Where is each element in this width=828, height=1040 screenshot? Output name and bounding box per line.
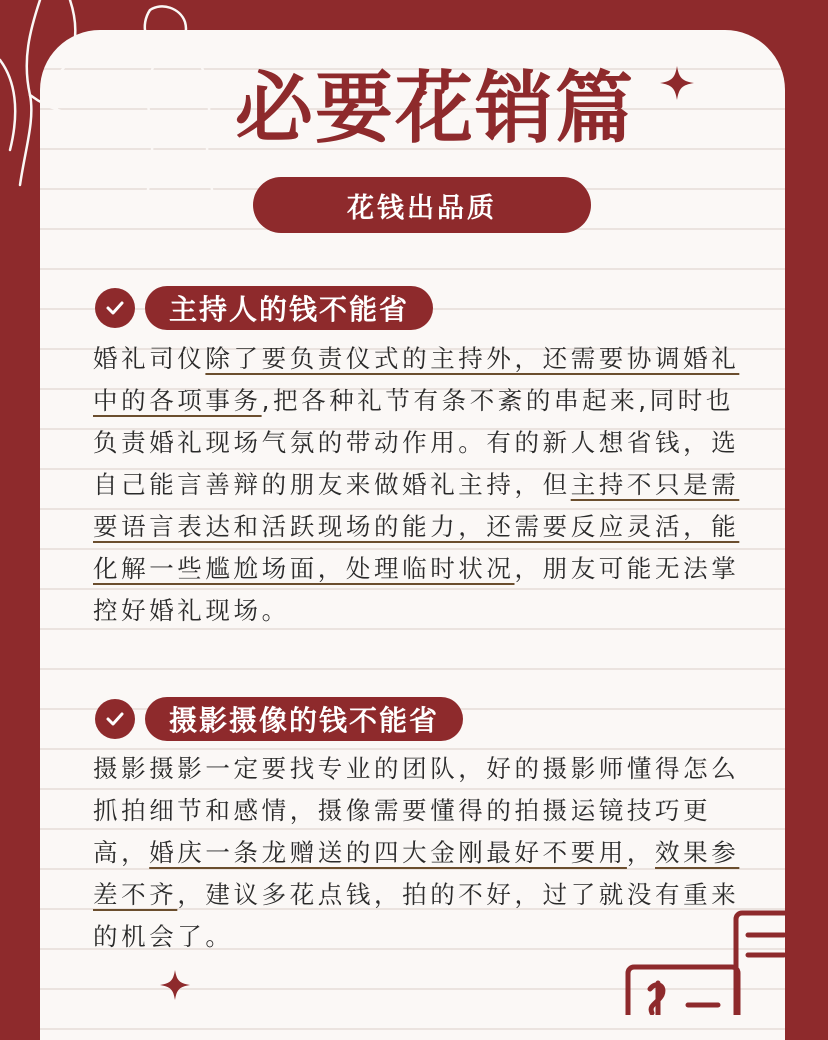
underlined-text: 主持不只是需要语言表达和活跃现场的能力，还需要反应灵活，能化解一些尴尬场面，处理临时状况	[93, 470, 740, 583]
text-run: 婚礼司仪	[93, 344, 206, 373]
section-paragraph	[93, 338, 743, 632]
sparkle-icon	[660, 66, 694, 100]
section-heading-label: 主持人的钱不能省	[145, 286, 433, 330]
subtitle-badge: 花钱出品质	[253, 177, 591, 233]
sparkle-icon	[160, 970, 190, 1000]
underlined-text: 婚庆一条龙赠送的四大金刚最好不要用	[149, 838, 627, 867]
underlined-text: 效果参差不齐	[93, 838, 740, 909]
text-run: 摄影摄影一定要找专业的团队，好的摄影师懂得怎么抓拍细节和感情，摄像需要懂得的拍摄运镜技巧更高，	[93, 754, 740, 867]
underlined-text: 除了要负责仪式的主持外，还需要协调婚礼中的各项事务	[93, 344, 740, 415]
text-run: ，建议多花点钱，拍的不好，过了就没有重来的机会了。	[93, 880, 740, 951]
section-heading-photo	[95, 697, 463, 741]
calculator-illustration	[618, 905, 828, 1015]
check-icon	[95, 699, 135, 739]
couple-illustration	[0, 0, 240, 190]
text-run: ，	[626, 838, 656, 867]
check-icon	[95, 288, 135, 328]
page-title: 必要花销篇	[234, 64, 635, 154]
section-heading-label: 摄影摄像的钱不能省	[145, 697, 463, 741]
text-run: ,把各种礼节有条不紊的串起来,同时也负责婚礼现场气氛的带动作用。有的新人想省钱，选自己能言善辩的朋友来做婚礼主持，但	[93, 386, 740, 499]
text-run: ，朋友可能无法掌控好婚礼现场。	[93, 554, 740, 625]
section-heading-host	[95, 286, 433, 330]
